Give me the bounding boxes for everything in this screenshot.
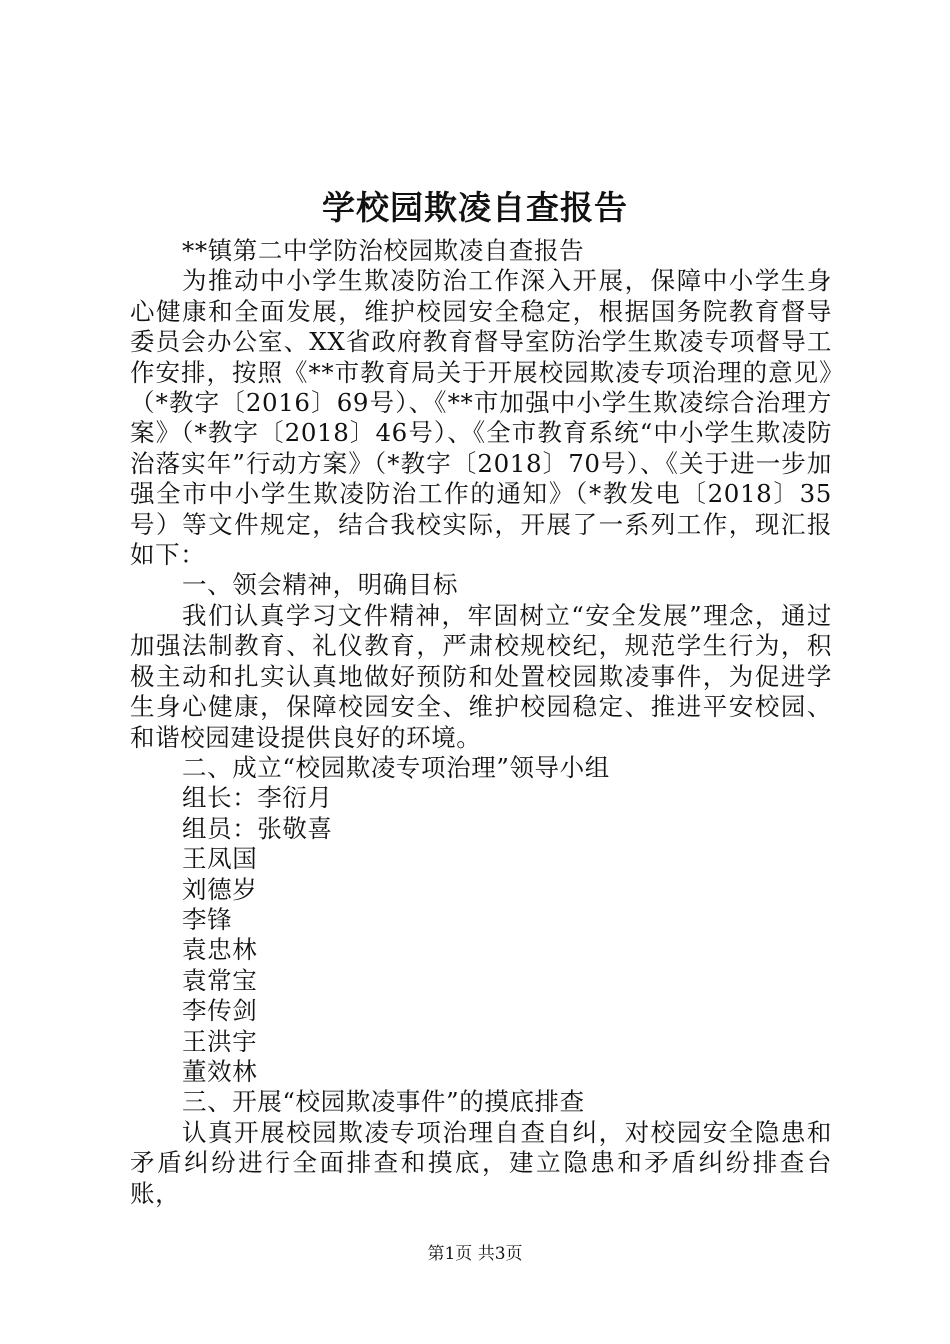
section-1-paragraph: 我们认真学习文件精神，牢固树立“安全发展”理念，通过加强法制教育、礼仪教育，严肃校规校纪，规范学生行为，积极主动和扎实认真地做好预防和处置校园欺凌事件，为促进学生身心健康，保障校园安全、维护校园稳定、推进平安校园、和谐校园建设提供良好的环境。	[130, 600, 832, 752]
section-3-heading: 三、开展“校园欺凌事件”的摸底排查	[182, 1087, 585, 1117]
document-body	[130, 236, 832, 1209]
section-1-heading: 一、领会精神，明确目标	[182, 570, 459, 600]
member-name: 董效林	[182, 1056, 258, 1086]
member-name: 王凤国	[182, 844, 258, 874]
member-name: 王洪宇	[182, 1026, 258, 1056]
group-leader-line: 组长：李衍月	[182, 783, 333, 813]
member-name: 袁忠林	[182, 935, 258, 965]
intro-paragraph: 为推动中小学生欺凌防治工作深入开展，保障中小学生身心健康和全面发展，维护校园安全稳定，根据国务院教育督导委员会办公室、XX省政府教育督导室防治学生欺凌专项督导工作安排，按照《**市教育局关于开展校园欺凌专项治理的意见》（*教字〔2016〕69号）、《**市加强中小学生欺凌综合治理方案》（*教字〔2018〕46号）、《全市教育系统“中小学生欺凌防治落实年”行动方案》（*教字〔2018〕70号）、《关于进一步加强全市中小学生欺凌防治工作的通知》（*教发电〔2018〕35号）等文件规定，结合我校实际，开展了一系列工作，现汇报如下：	[130, 266, 832, 570]
member-name: 李传剑	[182, 996, 258, 1026]
member-name: 袁常宝	[182, 965, 258, 995]
section-2-heading: 二、成立“校园欺凌专项治理”领导小组	[182, 752, 610, 782]
member-name: 刘德岁	[182, 874, 258, 904]
document-title: 学校园欺凌自查报告	[322, 188, 628, 227]
section-3-paragraph: 认真开展校园欺凌专项治理自查自纠，对校园安全隐患和矛盾纠纷进行全面排查和摸底，建立隐患和矛盾纠纷排查台账，	[130, 1117, 832, 1208]
page-footer: 第1页 共3页	[427, 1244, 523, 1264]
report-subtitle: **镇第二中学防治校园欺凌自查报告	[182, 236, 585, 265]
member-name: 李锋	[182, 904, 233, 934]
group-member-line: 组员：张敬喜	[182, 813, 333, 843]
